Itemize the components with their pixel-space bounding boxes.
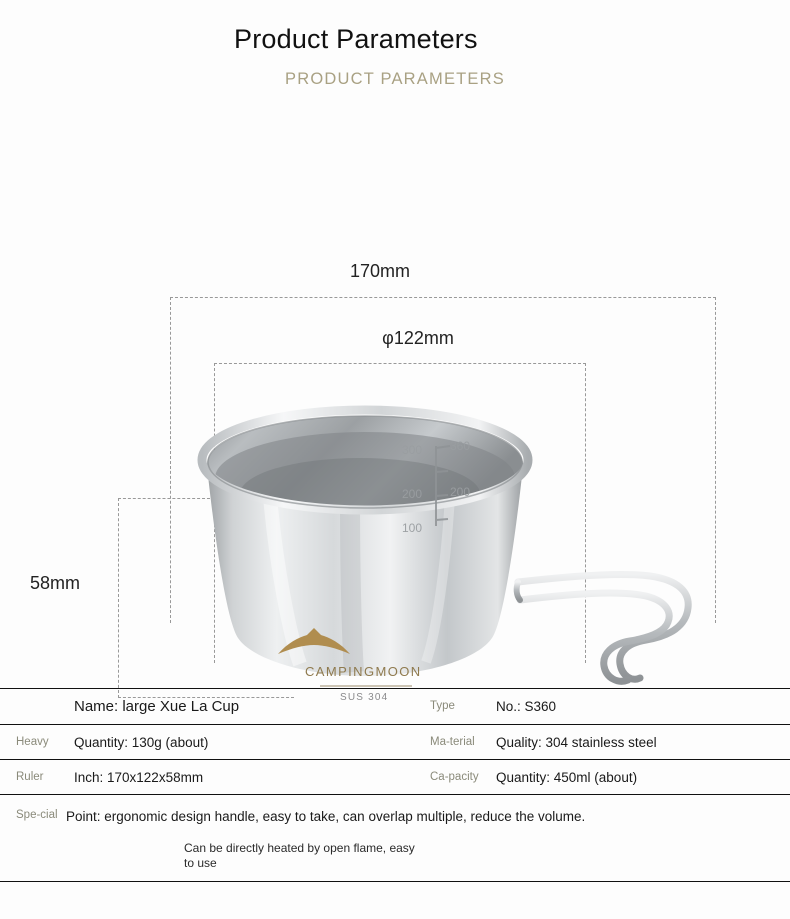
row-value-capacity: Quantity: 450ml (about) (496, 769, 638, 785)
dimension-label-diameter: φ122mm (382, 328, 454, 348)
row-value-type: No.: S360 (496, 699, 557, 714)
row-label-special: Spe-cial (16, 809, 58, 821)
row-value-name: Name: large Xue La Cup (74, 698, 240, 715)
table-row (0, 725, 790, 760)
row-label-left (0, 689, 66, 724)
spec-table (0, 688, 790, 882)
page-subtitle: PRODUCT PARAMETERS (285, 70, 505, 88)
table-row (0, 760, 790, 795)
svg-text:200: 200 (402, 487, 423, 501)
row-value-weight: Quantity: 130g (about) (74, 734, 209, 750)
row-value-special: Point: ergonomic design handle, easy to take, can overlap multiple, reduce the volume. (66, 809, 586, 824)
svg-text:300: 300 (402, 443, 423, 457)
dimension-label-width: 170mm (349, 261, 411, 281)
svg-text:200: 200 (450, 485, 471, 499)
special-note-text: Can be directly heated by open flame, easy to use (184, 841, 415, 870)
table-row-special (0, 795, 790, 881)
row-label-material: Ma-terial (430, 735, 475, 748)
row-label-size: Ruler (16, 770, 44, 783)
page-title: Product Parameters (234, 24, 478, 54)
cup-handle (517, 574, 689, 681)
table-row (0, 689, 790, 725)
svg-text:100: 100 (402, 521, 423, 535)
brand-name-text: CAMPINGMOON (305, 664, 422, 679)
svg-text:360: 360 (450, 439, 471, 453)
row-label-weight: Heavy (16, 735, 49, 748)
dimension-label-height: 58mm (30, 573, 81, 593)
material-mark-text: SUS 304 (340, 692, 389, 703)
product-diagram (0, 101, 790, 703)
row-label-capacity: Ca-pacity (430, 770, 479, 783)
row-value-size: Inch: 170x122x58mm (74, 769, 204, 785)
product-image-cup (150, 386, 750, 726)
row-label-type: Type (430, 700, 455, 712)
page-header (0, 0, 790, 89)
row-value-material: Quality: 304 stainless steel (496, 734, 657, 750)
